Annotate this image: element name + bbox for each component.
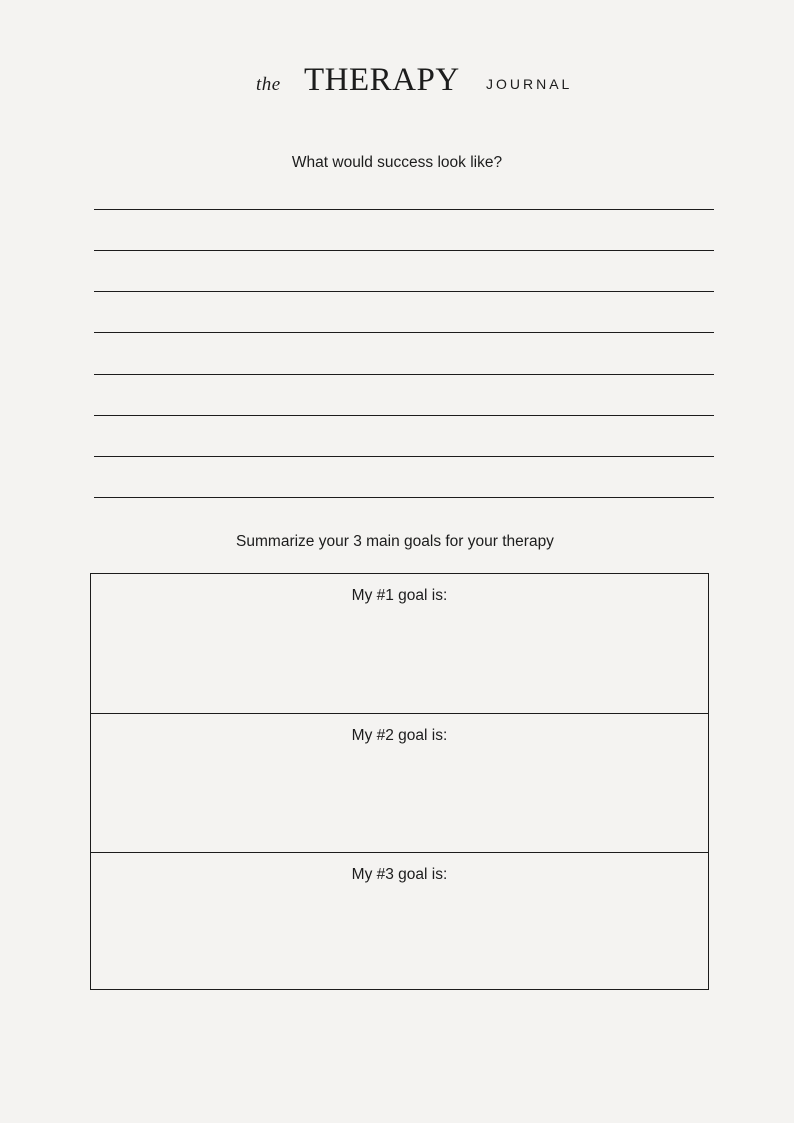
header-journal: JOURNAL [486,76,573,92]
writing-line[interactable] [94,291,714,292]
goal-box-1[interactable] [91,574,708,713]
writing-line[interactable] [94,497,714,498]
goal-label-2: My #2 goal is: [351,727,448,744]
goal-label-3: My #3 goal is: [351,866,448,883]
writing-line[interactable] [94,456,714,457]
success-question: What would success look like? [291,154,503,171]
writing-line[interactable] [94,415,714,416]
goal-box-3[interactable] [91,852,708,989]
header-the: the [256,74,281,95]
goal-label-1: My #1 goal is: [351,587,448,604]
goals-summary-prompt: Summarize your 3 main goals for your therapy [236,533,554,550]
header-therapy: THERAPY [304,62,460,98]
goal-box-2[interactable] [91,713,708,852]
goals-table [90,573,709,990]
writing-line[interactable] [94,250,714,251]
journal-header [0,62,794,108]
writing-line[interactable] [94,332,714,333]
writing-line[interactable] [94,209,714,210]
writing-line[interactable] [94,374,714,375]
